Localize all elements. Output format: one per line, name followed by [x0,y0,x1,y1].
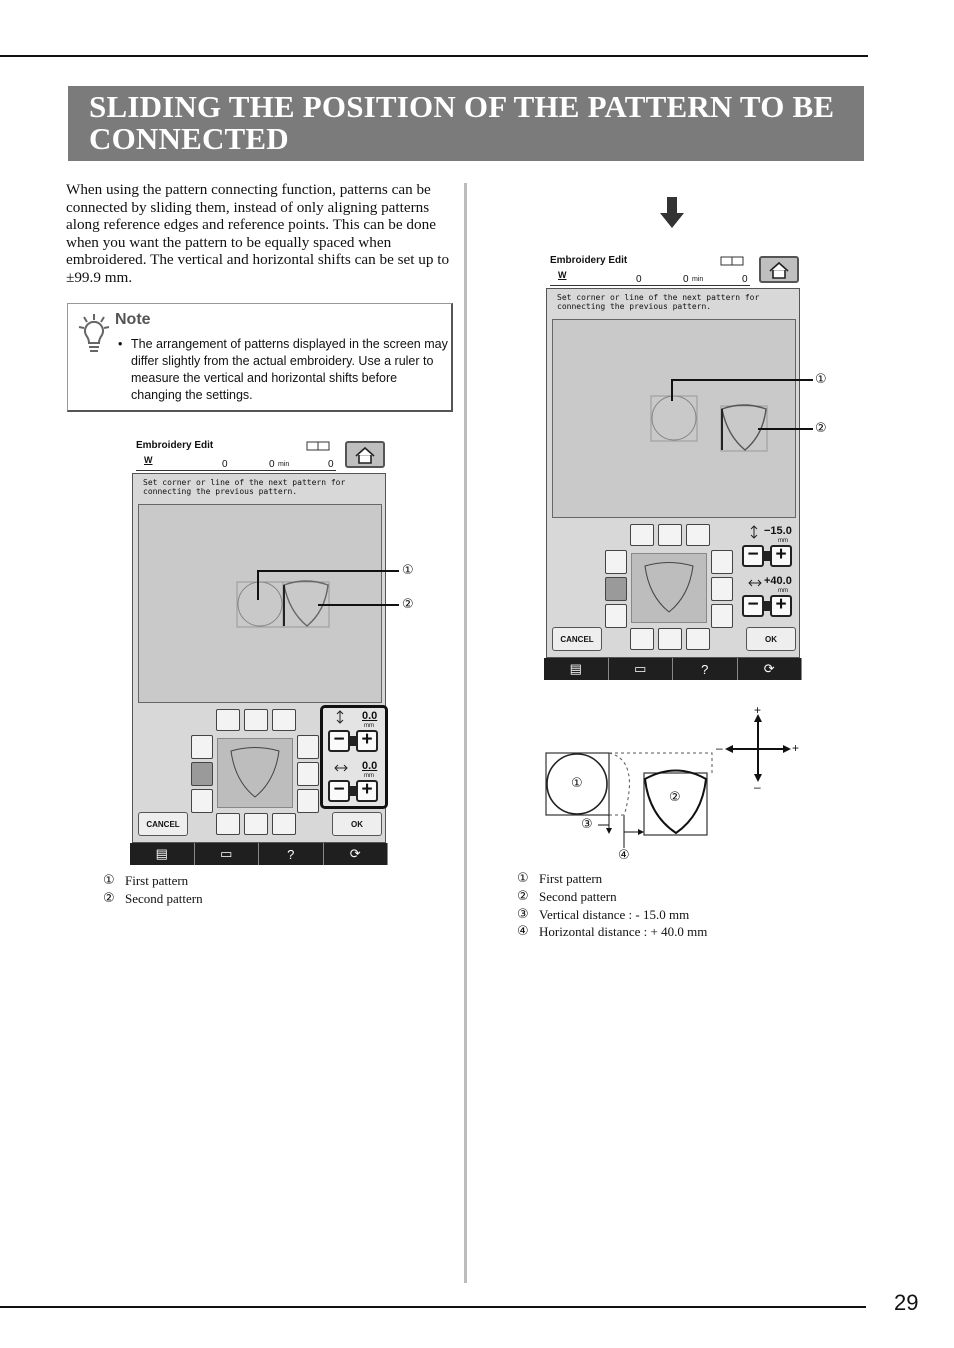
intro-paragraph: When using the pattern connecting function, patterns can be connected by sliding them, instead of only aligning patterns along reference edges and reference points. This can be done when you want the pattern to be equally spaced when embroidered. The vertical and horizontal shifts can be set up to ±99.9 mm. [66,181,450,286]
horizontal-unit: mm [364,773,374,779]
mini-preview [217,738,293,808]
caption-right-num-3: ③ [517,907,529,922]
home-button[interactable] [759,256,799,283]
vertical-shift-value: −15.0 [764,525,792,537]
page-icon[interactable]: ▤ [544,658,609,680]
horizontal-arrow-icon [334,764,348,772]
caption-right-4: Horizontal distance : + 40.0 mm [539,924,708,939]
width-value: 0 [636,274,642,285]
screen-title: Embroidery Edit [550,255,628,266]
pattern-shapes [553,320,797,519]
caption-right-1: First pattern [539,871,603,886]
bottom-toolbar [544,658,802,680]
axis-plus-right: + [792,741,800,755]
callout-2: ② [402,597,414,612]
page-icon[interactable]: ▤ [130,843,195,865]
side-right-top-button[interactable] [711,550,733,574]
settings-icon[interactable]: ⟳ [324,843,389,865]
vertical-unit: mm [778,538,788,544]
caption-right-num-1: ① [517,871,529,886]
callout-line-2 [318,604,399,606]
stitch-value: 0 [269,459,275,470]
callout-2: ② [815,421,827,436]
mini-preview [631,553,707,623]
screen-title: Embroidery Edit [136,440,214,451]
color-value: 0 [742,274,748,285]
note-bullet: • [118,337,123,351]
vertical-plus-button[interactable]: + [356,730,378,752]
corner-bottom-right-button[interactable] [272,813,296,835]
page-title: SLIDING THE POSITION OF THE PATTERN TO BE CONNECTED [89,89,835,156]
caption-right-num-4: ④ [517,924,529,939]
side-left-top-button[interactable] [605,550,627,574]
corner-bottom-center-button[interactable] [244,813,268,835]
machine-icon[interactable]: ▭ [609,658,674,680]
instruction-text: Set corner or line of the next pattern for connecting the previous pattern. [557,293,760,311]
pattern-preview [552,319,796,518]
axis-minus-bottom: – [754,780,761,794]
caption-left-num-1: ① [103,873,115,888]
mini-shape [218,739,294,809]
bottom-rule [0,1306,866,1308]
status-bar [550,272,750,286]
mini-shape [632,554,708,624]
top-rule [0,55,868,57]
horizontal-minus-button[interactable]: − [328,780,350,802]
axis-plus-top: + [754,703,762,717]
ok-button[interactable]: OK [332,812,382,836]
cancel-button[interactable]: CANCEL [552,627,602,651]
corner-top-left-button[interactable] [630,524,654,546]
instruction-text: Set corner or line of the next pattern for connecting the previous pattern. [143,478,346,496]
callout-1: ① [815,372,827,387]
callout-1: ① [402,563,414,578]
vertical-unit: mm [364,723,374,729]
stitch-value: 0 [683,274,689,285]
horizontal-plus-button[interactable]: + [356,780,378,802]
corner-bottom-center-button[interactable] [658,628,682,650]
caption-right-2: Second pattern [539,889,617,904]
width-label: W [144,455,153,465]
corner-top-right-button[interactable] [686,524,710,546]
lightbulb-icon [76,313,112,355]
corner-top-left-button[interactable] [216,709,240,731]
min-label: min [692,276,704,283]
frame-icon [720,256,744,266]
caption-left-1: First pattern [125,873,189,888]
caption-right-num-2: ② [517,889,529,904]
width-value: 0 [222,459,228,470]
corner-bottom-left-button[interactable] [216,813,240,835]
corner-bottom-right-button[interactable] [686,628,710,650]
side-right-middle-button[interactable] [711,577,733,601]
vertical-minus-button[interactable]: − [742,545,764,567]
horizontal-arrow-icon [748,579,762,587]
vertical-plus-button[interactable]: + [770,545,792,567]
callout-line-2 [758,428,813,430]
side-right-bottom-button[interactable] [297,789,319,813]
side-left-bottom-button[interactable] [191,789,213,813]
min-label: min [278,461,290,468]
callout-line-1 [671,379,813,381]
help-icon[interactable]: ? [673,658,738,680]
down-arrow-icon [660,197,684,229]
home-icon [347,443,383,466]
diagram-callout-4: ④ [618,848,630,863]
vertical-shift-value: 0.0 [362,710,378,722]
callout-line-1-drop [671,379,673,401]
callout-line-1 [257,570,399,572]
vertical-minus-button[interactable]: − [328,730,350,752]
side-right-bottom-button[interactable] [711,604,733,628]
corner-top-center-button[interactable] [244,709,268,731]
side-left-middle-button[interactable] [191,762,213,786]
side-left-middle-button[interactable] [605,577,627,601]
horizontal-minus-button[interactable]: − [742,595,764,617]
status-bar [136,457,336,471]
horizontal-shift-value: +40.0 [764,575,792,587]
cancel-button[interactable]: CANCEL [138,812,188,836]
machine-icon[interactable]: ▭ [195,843,260,865]
help-icon[interactable]: ? [259,843,324,865]
vertical-arrow-icon [749,525,759,539]
note-text: The arrangement of patterns displayed in the screen may differ slightly from the actual embroidery. Use a ruler to measure the vertical and horizontal shifts before changing the settings. [131,337,448,402]
frame-icon [306,441,330,451]
home-button[interactable] [345,441,385,468]
side-left-top-button[interactable] [191,735,213,759]
side-left-bottom-button[interactable] [605,604,627,628]
vertical-arrow-icon [335,710,345,724]
side-right-top-button[interactable] [297,735,319,759]
caption-left-num-2: ② [103,891,115,906]
page-number: 29 [894,1290,919,1315]
embroidery-edit-screen-1 [130,438,388,866]
ok-button[interactable]: OK [746,627,796,651]
note-title: Note [115,311,151,328]
color-value: 0 [328,459,334,470]
horizontal-shift-value: 0.0 [362,760,378,772]
callout-line-1-drop [257,570,259,600]
diagram-callout-2: ② [669,790,681,805]
caption-left-2: Second pattern [125,891,203,906]
settings-icon[interactable]: ⟳ [738,658,803,680]
home-icon [761,258,797,281]
corner-bottom-left-button[interactable] [630,628,654,650]
diagram-callout-3: ③ [581,817,593,832]
column-divider [464,183,467,1283]
side-right-middle-button[interactable] [297,762,319,786]
corner-top-center-button[interactable] [658,524,682,546]
bottom-toolbar [130,843,388,865]
horizontal-unit: mm [778,588,788,594]
horizontal-plus-button[interactable]: + [770,595,792,617]
diagram-callout-1: ① [571,776,583,791]
embroidery-edit-screen-2 [544,253,802,681]
corner-top-right-button[interactable] [272,709,296,731]
width-label: W [558,270,567,280]
axis-minus-left: – [716,741,723,755]
caption-right-3: Vertical distance : - 15.0 mm [539,907,690,922]
